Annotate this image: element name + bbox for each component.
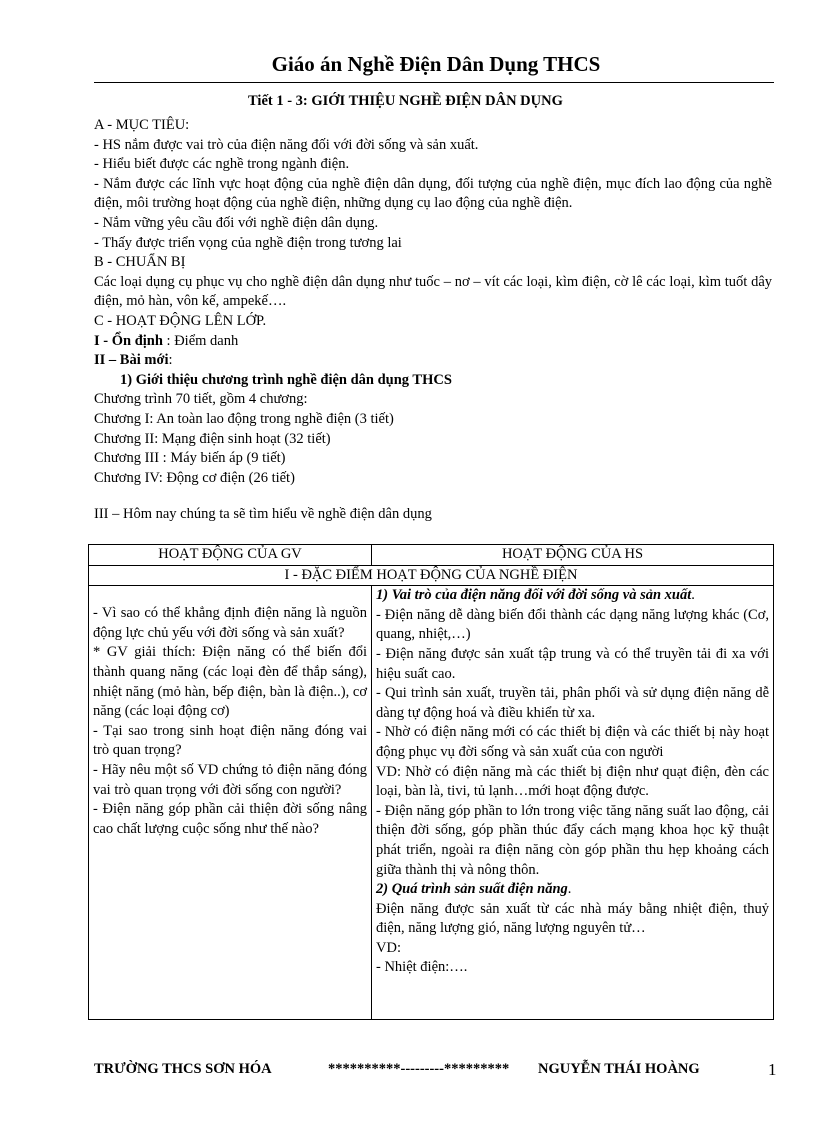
section-a-item: - Hiểu biết được các nghề trong ngành điện.: [94, 156, 350, 173]
new-lesson-label: II – Bài mới: [94, 352, 169, 369]
hs-item: Điện năng được sản xuất từ các nhà máy bằng nhiệt điện, thuỷ điện, năng lượng gió, năng lượng nguyên tử…: [376, 900, 769, 937]
today-topic: III – Hôm nay chúng ta sẽ tìm hiểu về nghề điện dân dụng: [94, 506, 432, 523]
header-rule: [94, 82, 774, 83]
hs-heading-1-text: 1) Vai trò của điện năng đối với đời sống và sản xuất: [376, 587, 692, 604]
section-c-stabilize: [94, 332, 772, 352]
activity-table: [88, 544, 774, 1020]
lesson-title: Tiết 1 - 3: GIỚI THIỆU NGHỀ ĐIỆN DÂN DỤNG: [248, 93, 563, 109]
hs-heading-1: [376, 586, 769, 606]
hs-activity-cell: [372, 586, 774, 1020]
footer-school: TRƯỜNG THCS SƠN HÓA: [94, 1061, 272, 1077]
section-a-heading: A - MỤC TIÊU:: [94, 117, 190, 133]
section-b-heading: B - CHUẨN BỊ: [94, 254, 186, 271]
document-body: [94, 116, 772, 525]
section-a-item: - HS nắm được vai trò của điện năng đối với đời sống và sản xuất.: [94, 136, 479, 153]
footer-teacher: NGUYỄN THÁI HOÀNG: [538, 1061, 700, 1077]
gv-item: - Vì sao có thể khẳng định điện năng là nguồn động lực chủ yếu với đời sống và sản xuất?: [93, 605, 367, 641]
page-number: 1: [768, 1060, 777, 1079]
hs-item: VD: Nhờ có điện năng mà các thiết bị điện như quạt điện, đèn các loại, bàn là, tivi, tủ lạnh…mới hoạt động được.: [376, 763, 769, 800]
section-c-new-lesson: [94, 351, 772, 371]
hs-heading-2-tail: .: [567, 881, 572, 898]
hs-item: - Nhờ có điện năng mới có các thiết bị điện và các thiết bị này hoạt động phục vụ đời sống và sản xuất của con người: [376, 724, 769, 760]
gv-activity-cell: [89, 586, 372, 1020]
hs-item: - Nhiệt điện:….: [376, 959, 468, 976]
hs-heading-1-tail: .: [691, 587, 695, 604]
section-b-text: Các loại dụng cụ phục vụ cho nghề điện dân dụng như tuốc – nơ – vít các loại, kìm điện, cờ lê các loại, kìm tuốt dây điện, mỏ hàn, vôn kế, ampekế….: [94, 273, 772, 310]
col-header-gv: HOẠT ĐỘNG CỦA GV: [89, 545, 372, 566]
hs-item: - Điện năng góp phần to lớn trong việc tăng năng suất lao động, cải thiện đời sống, góp phần thúc đẩy cách mạng khoa học kỹ thuật phát triển, ngoài ra điện năng còn góp phần thu hẹp khoảng cách giữa thành thị và nông thôn.: [376, 802, 769, 878]
program-line: Chương trình 70 tiết, gồm 4 chương:: [94, 391, 308, 408]
gv-item: - Tại sao trong sinh hoạt điện năng đóng vai trò quan trọng?: [93, 722, 367, 759]
program-line: Chương III : Máy biến áp (9 tiết): [94, 450, 286, 467]
hs-item: - Điện năng dễ dàng biến đổi thành các dạng năng lượng khác (Cơ, quang, nhiệt,…): [376, 606, 769, 643]
hs-item: VD:: [376, 939, 401, 956]
section-a-item: - Nắm vững yêu cầu đối với nghề điện dân dụng.: [94, 214, 379, 231]
gv-item: - Hãy nêu một số VD chứng tỏ điện năng đóng vai trò quan trọng với đời sống con người?: [93, 761, 367, 798]
hs-heading-2: [376, 880, 769, 900]
program-line: Chương I: An toàn lao động trong nghề điện (3 tiết): [94, 410, 394, 427]
program-line: Chương II: Mạng điện sinh hoạt (32 tiết): [94, 430, 331, 447]
page-footer: [94, 1057, 784, 1077]
col-header-hs: HOẠT ĐỘNG CỦA HS: [372, 545, 774, 566]
table-section-title: I - ĐẶC ĐIỂM HOẠT ĐỘNG CỦA NGHỀ ĐIỆN: [89, 565, 774, 586]
section-a-item: - Nắm được các lĩnh vực hoạt động của nghề điện dân dụng, đối tượng của nghề điện, mục đích lao động của nghề điện, môi trường hoạt động của nghề điện, những dụng cụ lao động của nghề điện.: [94, 175, 772, 212]
footer-stars: **********---------*********: [328, 1061, 510, 1077]
page-title: Giáo án Nghề Điện Dân Dụng THCS: [271, 52, 601, 76]
stabilize-label: I - Ổn định: [94, 332, 163, 349]
stabilize-text: : Điểm danh: [166, 332, 239, 349]
section-c-heading: C - HOẠT ĐỘNG LÊN LỚP.: [94, 312, 267, 329]
program-line: Chương IV: Động cơ điện (26 tiết): [94, 469, 295, 486]
gv-item: - Điện năng góp phần cải thiện đời sống nâng cao chất lượng cuộc sống như thế nào?: [93, 801, 367, 837]
hs-item: - Qui trình sản xuất, truyền tải, phân phối và sử dụng điện năng dễ dàng tự động hoá và điều khiển từ xa.: [376, 685, 769, 721]
section-a-item: - Thấy được triển vọng của nghề điện trong tương lai: [94, 234, 402, 251]
hs-item: - Điện năng được sản xuất tập trung và có thể truyền tải đi xa với hiệu suất cao.: [376, 645, 769, 682]
hs-heading-2-text: 2) Quá trình sản suất điện năng: [376, 881, 568, 898]
program-intro-heading: 1) Giới thiệu chương trình nghề điện dân dụng THCS: [120, 371, 452, 388]
new-lesson-colon: :: [168, 352, 173, 369]
gv-item: * GV giải thích: Điện năng có thể biến đổi thành quang năng (các loại đèn để thắp sáng), nhiệt năng (mỏ hàn, bếp điện, bàn là điện..), cơ năng (các loại động cơ): [93, 644, 367, 720]
